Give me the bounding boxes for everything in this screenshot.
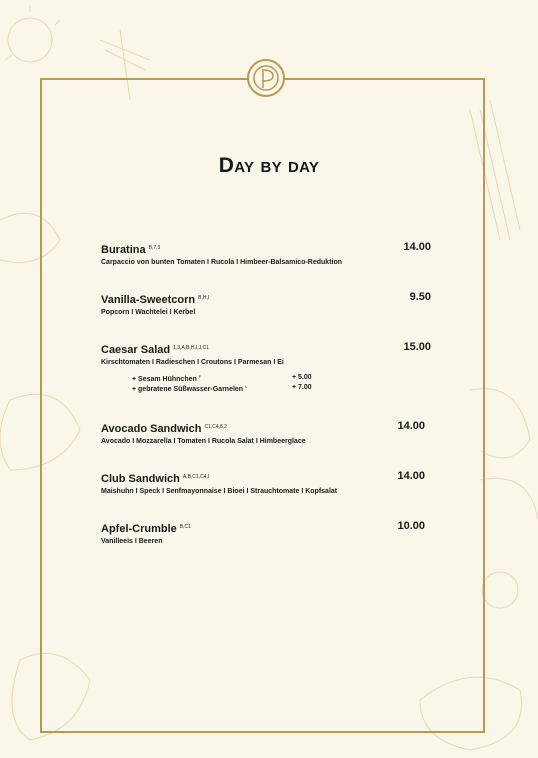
item-name: Vanilla-Sweetcorn	[101, 294, 196, 306]
item-price: 15.00	[403, 341, 431, 353]
item-description: Maishuhn I Speck I Senfmayonnaise I Bioei I Strauchtomate I Kopfsalat	[101, 488, 338, 495]
menu-item	[101, 291, 431, 318]
extra-label: + gebratene Süßwasser-Garnelen	[132, 386, 244, 393]
logo-monogram	[247, 59, 285, 97]
item-price: 14.00	[397, 470, 425, 482]
menu-item	[101, 241, 431, 268]
allergen-codes: B,H,I	[198, 295, 210, 301]
item-name: Caesar Salad	[101, 344, 171, 356]
item-price: 14.00	[397, 420, 425, 432]
item-description: Carpaccio von bunten Tomaten I Rucola I Himbeer-Balsamico-Reduktion	[101, 259, 343, 266]
page-title: Day by day	[218, 154, 320, 177]
item-name: Club Sandwich	[101, 473, 180, 485]
menu-item	[101, 341, 431, 368]
allergen-codes: C1,C4,8,2	[204, 424, 227, 430]
menu-item	[101, 420, 431, 447]
extra-price: + 7.00	[292, 384, 312, 391]
extra-option	[132, 384, 322, 394]
extra-option	[132, 374, 322, 384]
item-description: Vanilleeis I Beeren	[101, 538, 163, 545]
allergen-codes: F	[198, 374, 202, 379]
item-price: 9.50	[409, 291, 431, 303]
allergen-codes: B,7,3	[148, 245, 161, 251]
allergen-codes: A,B,C1,C4,I	[182, 474, 210, 480]
extras-list	[132, 374, 322, 394]
allergen-codes: B,C1	[179, 524, 191, 530]
menu-item	[101, 470, 431, 497]
item-description: Kirschtomaten I Radieschen I Croutons I Parmesan I Ei	[101, 359, 284, 366]
item-name: Apfel-Crumble	[101, 523, 177, 535]
item-description: Popcorn I Wachtelei I Kerbel	[101, 309, 196, 316]
allergen-codes: 1,3,A,B,H,I,J,C1	[173, 345, 209, 351]
item-name: Buratina	[101, 244, 146, 256]
item-price: 10.00	[397, 520, 425, 532]
item-description: Avocado I Mozzarella I Tomaten I Rucola Salat I Himbeerglace	[101, 438, 306, 445]
allergen-codes: L	[245, 384, 248, 389]
extra-price: + 5.00	[292, 374, 312, 381]
item-price: 14.00	[403, 241, 431, 253]
menu-item	[101, 520, 431, 547]
item-name: Avocado Sandwich	[101, 423, 202, 435]
extra-label: + Sesam Hühnchen	[132, 376, 197, 383]
